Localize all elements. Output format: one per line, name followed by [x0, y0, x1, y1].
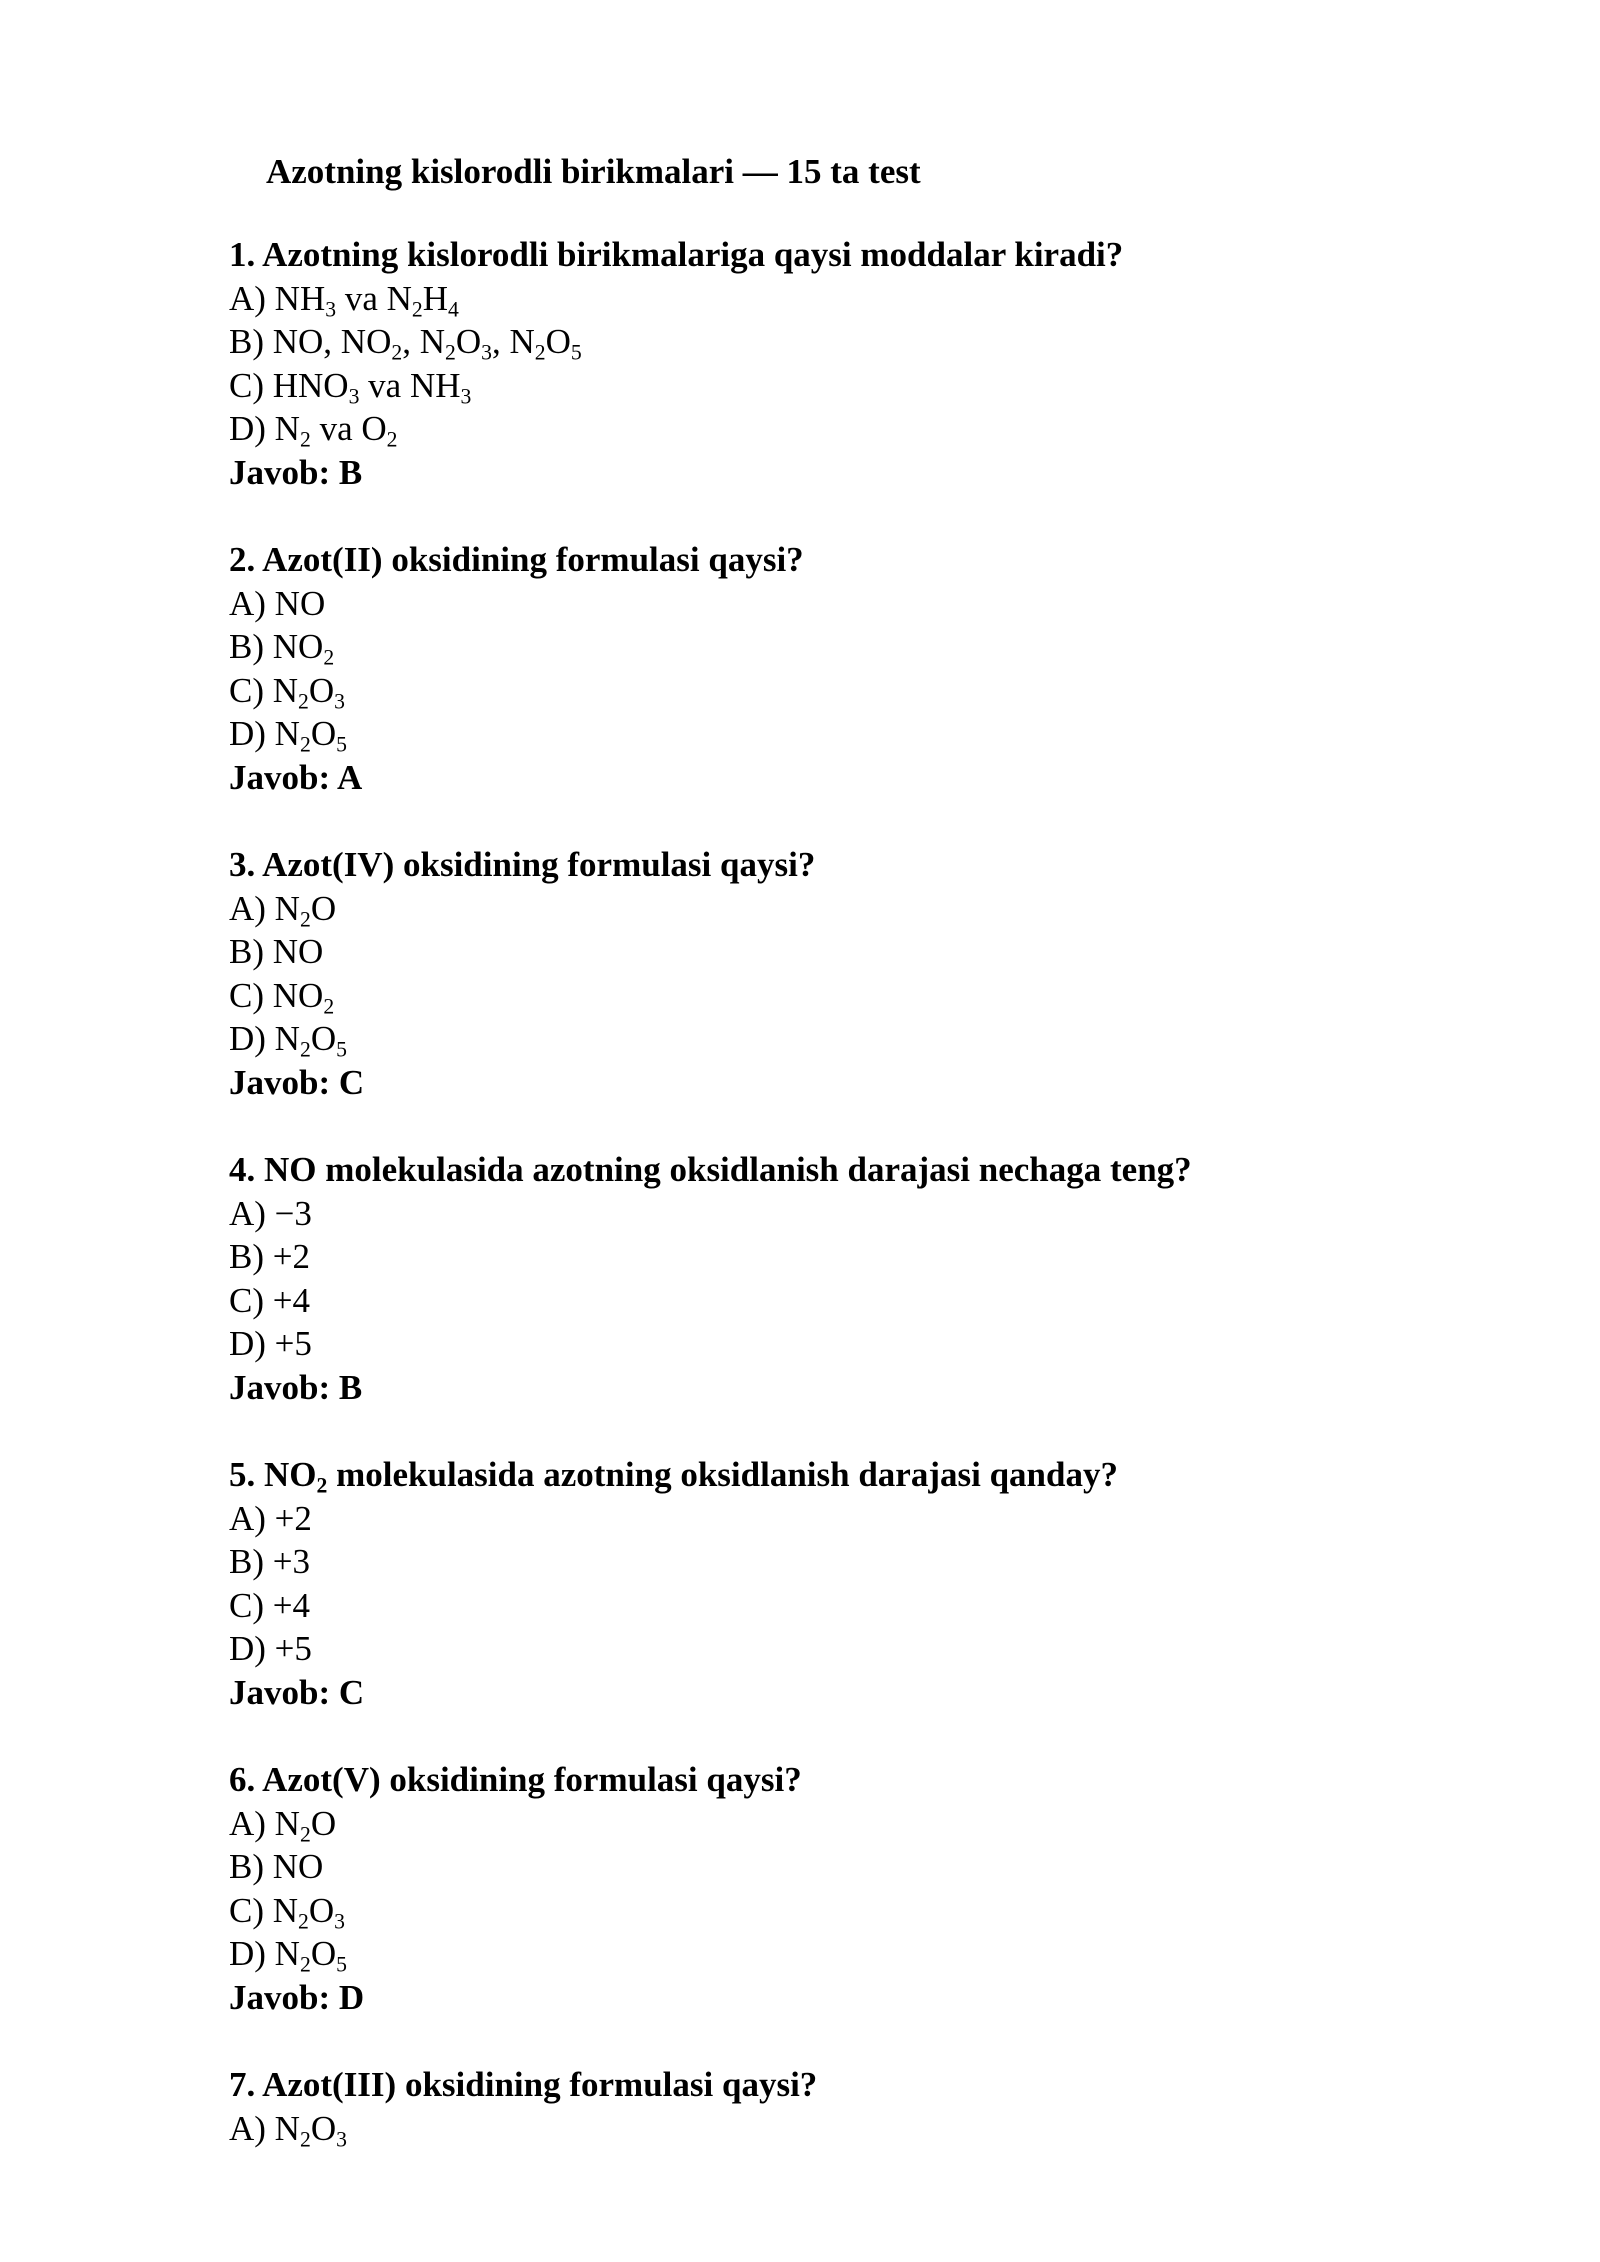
question-block: [229, 538, 1479, 799]
question-text: 4. NO molekulasida azotning oksidlanish darajasi nechaga teng?: [229, 1150, 1192, 1189]
answer-option: B) NO, $NO_2$, $N_2O_3$, $N_2O_5$: [229, 322, 582, 365]
question-text: 3. Azot(IV) oksidining formulasi qaysi?: [229, 845, 816, 884]
question-block: [229, 1453, 1479, 1714]
answer-option: B) +2: [229, 1237, 310, 1276]
question-block: [229, 1148, 1479, 1409]
answer-option: C) $N_2O_3$: [229, 1890, 345, 1933]
answer-option: B) $NO_2$: [229, 627, 335, 670]
question-text: 1. Azotning kislorodli birikmalariga qaysi moddalar kiradi?: [229, 235, 1124, 274]
answer-option: C) +4: [229, 1585, 310, 1625]
document-title: Azotning kislorodli birikmalari — 15 ta test: [266, 152, 921, 191]
question-block: [229, 1758, 1479, 2019]
correct-answer: Javob: B: [229, 452, 363, 492]
answer-option: A) $N_2O_3$: [229, 2108, 347, 2151]
correct-answer: Javob: A: [229, 757, 363, 797]
question-block: [229, 2063, 1479, 2150]
answer-option: C) $HNO_3$ va $NH_3$: [229, 365, 472, 408]
answer-option: C) +4: [229, 1280, 310, 1320]
answer-option: D) $N_2O_5$: [229, 714, 347, 757]
answer-option: C) $N_2O_3$: [229, 670, 345, 713]
question-list: [229, 233, 1479, 2194]
correct-answer: Javob: C: [229, 1672, 365, 1712]
answer-option: A) $NH_3$ va $N_2H_4$: [229, 278, 459, 321]
question-block: [229, 843, 1479, 1104]
question-text: 6. Azot(V) oksidining formulasi qaysi?: [229, 1760, 802, 1799]
question-text: 7. Azot(III) oksidining formulasi qaysi?: [229, 2065, 818, 2104]
correct-answer: Javob: D: [229, 1977, 365, 2017]
answer-option: A) +2: [229, 1498, 312, 1538]
answer-option: D) +5: [229, 1629, 312, 1668]
correct-answer: Javob: C: [229, 1062, 365, 1102]
answer-option: B) NO: [229, 1847, 324, 1886]
correct-answer: Javob: B: [229, 1367, 363, 1407]
answer-option: D) $N_2O_5$: [229, 1019, 347, 1062]
question-text: 5. $NO_2$ molekulasida azotning oksidlanish darajasi qanday?: [229, 1455, 1118, 1498]
answer-option: D) $N_2$ va $O_2$: [229, 409, 398, 452]
answer-option: C) $NO_2$: [229, 975, 335, 1018]
answer-option: A) $N_2O$: [229, 1803, 337, 1846]
answer-option: D) $N_2O_5$: [229, 1934, 347, 1977]
answer-option: A) NO: [229, 583, 326, 623]
question-text: 2. Azot(II) oksidining formulasi qaysi?: [229, 540, 804, 579]
answer-option: D) +5: [229, 1324, 312, 1363]
answer-option: A) $N_2O$: [229, 888, 337, 931]
answer-option: B) NO: [229, 932, 324, 971]
question-block: [229, 233, 1479, 494]
answer-option: A) −3: [229, 1193, 312, 1233]
answer-option: B) +3: [229, 1542, 310, 1581]
